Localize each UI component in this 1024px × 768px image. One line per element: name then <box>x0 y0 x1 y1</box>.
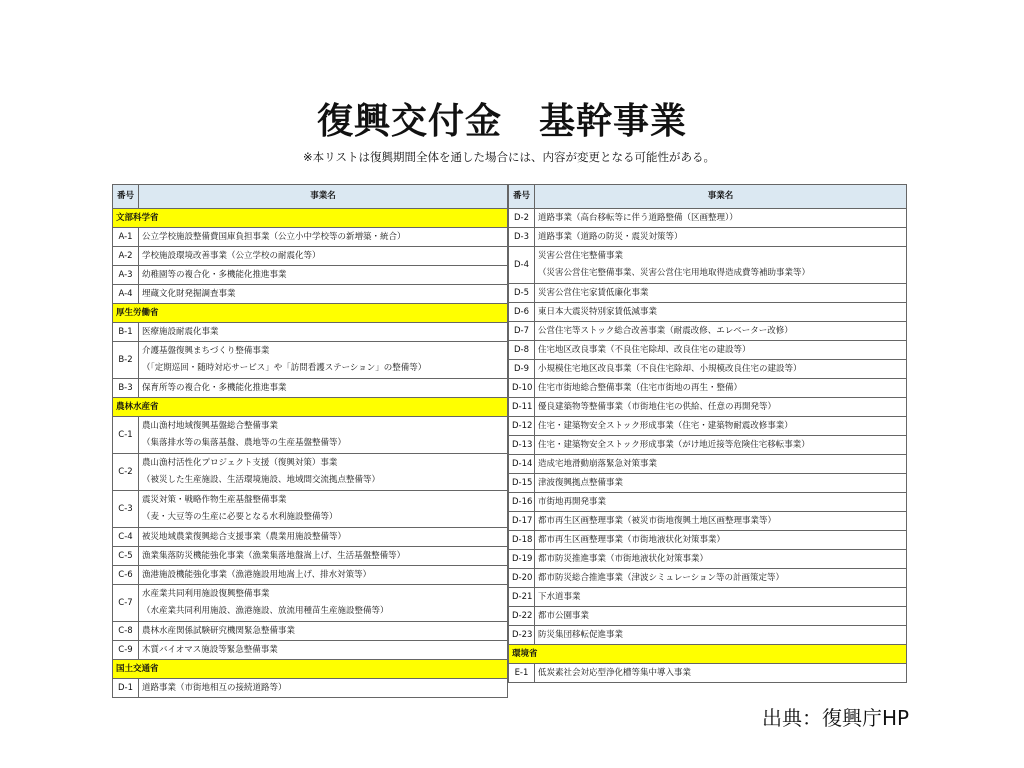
project-number: D-11 <box>509 398 535 417</box>
project-number: C-3 <box>113 491 139 528</box>
ministry-section-row <box>113 304 508 323</box>
ministry-name: 国土交通省 <box>113 660 508 679</box>
project-number: D-5 <box>509 284 535 303</box>
table-row <box>113 491 508 528</box>
project-number: D-13 <box>509 436 535 455</box>
project-name: 農山漁村活性化プロジェクト支援（復興対策）事業 （被災した生産施設、生活環境施設、地域間交流拠点整備等） <box>139 454 508 491</box>
project-name: 住宅市街地総合整備事業（住宅市街地の再生・整備） <box>535 379 907 398</box>
project-number: D-22 <box>509 607 535 626</box>
project-number: D-20 <box>509 569 535 588</box>
project-number: A-2 <box>113 247 139 266</box>
table-header-row <box>113 185 508 209</box>
project-number: D-23 <box>509 626 535 645</box>
table-row <box>509 626 907 645</box>
project-number: C-6 <box>113 566 139 585</box>
table-row <box>113 585 508 622</box>
table-row <box>113 342 508 379</box>
table-row <box>509 588 907 607</box>
project-name: 災害公営住宅整備事業 （災害公営住宅整備事業、災害公営住宅用地取得造成費等補助事業等） <box>535 247 907 284</box>
project-name: 都市再生区画整理事業（市街地液状化対策事業） <box>535 531 907 550</box>
ministry-section-row <box>509 645 907 664</box>
project-number: D-12 <box>509 417 535 436</box>
project-table-right <box>508 184 907 683</box>
project-name: 小規模住宅地区改良事業（不良住宅除却、小規模改良住宅の建設等） <box>535 360 907 379</box>
project-table-left <box>112 184 508 698</box>
table-row <box>509 247 907 284</box>
project-name: 優良建築物等整備事業（市街地住宅の供給、任意の再開発等） <box>535 398 907 417</box>
project-number: D-4 <box>509 247 535 284</box>
table-row <box>509 284 907 303</box>
ministry-name: 文部科学省 <box>113 209 508 228</box>
column-header-name: 事業名 <box>139 185 508 209</box>
ministry-name: 厚生労働省 <box>113 304 508 323</box>
project-name: 東日本大震災特別家賃低減事業 <box>535 303 907 322</box>
project-name: 道路事業（道路の防災・震災対策等） <box>535 228 907 247</box>
project-name: 市街地再開発事業 <box>535 493 907 512</box>
table-row <box>509 303 907 322</box>
ministry-section-row <box>113 398 508 417</box>
ministry-name: 環境省 <box>509 645 907 664</box>
project-number: D-6 <box>509 303 535 322</box>
ministry-section-row <box>113 660 508 679</box>
project-name: 震災対策・戦略作物生産基盤整備事業 （麦・大豆等の生産に必要となる水利施設整備等） <box>139 491 508 528</box>
project-number: D-1 <box>113 679 139 698</box>
table-row <box>509 417 907 436</box>
table-row <box>509 569 907 588</box>
table-row <box>509 607 907 626</box>
project-name: 埋蔵文化財発掘調査事業 <box>139 285 508 304</box>
project-name: 保育所等の複合化・多機能化推進事業 <box>139 379 508 398</box>
project-name: 低炭素社会対応型浄化槽等集中導入事業 <box>535 664 907 683</box>
table-row <box>113 566 508 585</box>
project-number: D-21 <box>509 588 535 607</box>
project-number: D-2 <box>509 209 535 228</box>
table-row <box>509 436 907 455</box>
project-name: 住宅・建築物安全ストック形成事業（がけ地近接等危険住宅移転事業） <box>535 436 907 455</box>
column-header-number: 番号 <box>509 185 535 209</box>
source-citation: 出典：復興庁HP <box>762 706 910 730</box>
project-name: 幼稚園等の複合化・多機能化推進事業 <box>139 266 508 285</box>
table-row <box>113 266 508 285</box>
project-number: A-1 <box>113 228 139 247</box>
project-number: B-1 <box>113 323 139 342</box>
project-name: 下水道事業 <box>535 588 907 607</box>
project-number: A-4 <box>113 285 139 304</box>
table-row <box>509 228 907 247</box>
column-header-number: 番号 <box>113 185 139 209</box>
project-number: D-7 <box>509 322 535 341</box>
table-row <box>113 641 508 660</box>
table-row <box>113 547 508 566</box>
table-row <box>509 360 907 379</box>
table-row <box>509 398 907 417</box>
project-number: D-19 <box>509 550 535 569</box>
project-number: C-2 <box>113 454 139 491</box>
project-number: C-4 <box>113 528 139 547</box>
table-header-row <box>509 185 907 209</box>
project-number: C-8 <box>113 622 139 641</box>
project-name: 被災地域農業復興総合支援事業（農業用施設整備等） <box>139 528 508 547</box>
project-name: 公営住宅等ストック総合改善事業（耐震改修、エレベーター改修） <box>535 322 907 341</box>
disclaimer-note: ※本リストは復興期間全体を通した場合には、内容が変更となる可能性がある。 <box>303 150 715 164</box>
table-row <box>509 341 907 360</box>
table-row <box>113 379 508 398</box>
table-row <box>509 209 907 228</box>
project-name: 災害公営住宅家賃低廉化事業 <box>535 284 907 303</box>
project-number: B-3 <box>113 379 139 398</box>
project-number: D-9 <box>509 360 535 379</box>
table-row <box>509 512 907 531</box>
project-name: 都市公園事業 <box>535 607 907 626</box>
table-row <box>509 474 907 493</box>
project-name: 農山漁村地域復興基盤総合整備事業 （集落排水等の集落基盤、農地等の生産基盤整備等） <box>139 417 508 454</box>
table-row <box>113 285 508 304</box>
project-number: A-3 <box>113 266 139 285</box>
ministry-section-row <box>113 209 508 228</box>
project-name: 防災集団移転促進事業 <box>535 626 907 645</box>
project-number: C-9 <box>113 641 139 660</box>
table-row <box>509 455 907 474</box>
project-number: D-16 <box>509 493 535 512</box>
project-name: 介護基盤復興まちづくり整備事業 （「定期巡回・随時対応サービス」や「訪問看護ステーション」の整備等） <box>139 342 508 379</box>
project-name: 道路事業（高台移転等に伴う道路整備（区画整理）） <box>535 209 907 228</box>
project-name: 漁業集落防災機能強化事業（漁業集落地盤嵩上げ、生活基盤整備等） <box>139 547 508 566</box>
table-row <box>113 454 508 491</box>
project-name: 水産業共同利用施設復興整備事業 （水産業共同利用施設、漁港施設、放流用種苗生産施設整備等） <box>139 585 508 622</box>
column-header-name: 事業名 <box>535 185 907 209</box>
table-row <box>113 247 508 266</box>
table-row <box>113 679 508 698</box>
ministry-name: 農林水産省 <box>113 398 508 417</box>
table-row <box>509 322 907 341</box>
project-number: B-2 <box>113 342 139 379</box>
project-name: 学校施設環境改善事業（公立学校の耐震化等） <box>139 247 508 266</box>
project-name: 住宅地区改良事業（不良住宅除却、改良住宅の建設等） <box>535 341 907 360</box>
project-number: D-17 <box>509 512 535 531</box>
project-name: 農林水産関係試験研究機関緊急整備事業 <box>139 622 508 641</box>
project-number: D-3 <box>509 228 535 247</box>
project-name: 津波復興拠点整備事業 <box>535 474 907 493</box>
project-number: D-8 <box>509 341 535 360</box>
project-name: 道路事業（市街地相互の接続道路等） <box>139 679 508 698</box>
table-row <box>509 493 907 512</box>
table-row <box>113 323 508 342</box>
project-number: D-18 <box>509 531 535 550</box>
project-number: C-5 <box>113 547 139 566</box>
project-number: D-14 <box>509 455 535 474</box>
project-name: 都市防災推進事業（市街地液状化対策事業） <box>535 550 907 569</box>
table-row <box>509 664 907 683</box>
project-number: D-10 <box>509 379 535 398</box>
project-name: 公立学校施設整備費国庫負担事業（公立小中学校等の新増築・統合） <box>139 228 508 247</box>
project-name: 住宅・建築物安全ストック形成事業（住宅・建築物耐震改修事業） <box>535 417 907 436</box>
table-row <box>509 531 907 550</box>
table-row <box>113 228 508 247</box>
project-number: D-15 <box>509 474 535 493</box>
project-name: 医療施設耐震化事業 <box>139 323 508 342</box>
table-row <box>509 550 907 569</box>
project-name: 都市再生区画整理事業（被災市街地復興土地区画整理事業等） <box>535 512 907 531</box>
project-number: C-1 <box>113 417 139 454</box>
project-name: 都市防災総合推進事業（津波シミュレーション等の計画策定等） <box>535 569 907 588</box>
project-number: E-1 <box>509 664 535 683</box>
table-row <box>113 417 508 454</box>
table-row <box>113 528 508 547</box>
table-row <box>509 379 907 398</box>
project-number: C-7 <box>113 585 139 622</box>
project-name: 木質バイオマス施設等緊急整備事業 <box>139 641 508 660</box>
table-row <box>113 622 508 641</box>
project-name: 造成宅地滑動崩落緊急対策事業 <box>535 455 907 474</box>
project-name: 漁港施設機能強化事業（漁港施設用地嵩上げ、排水対策等） <box>139 566 508 585</box>
page-title: 復興交付金 基幹事業 <box>316 101 687 142</box>
